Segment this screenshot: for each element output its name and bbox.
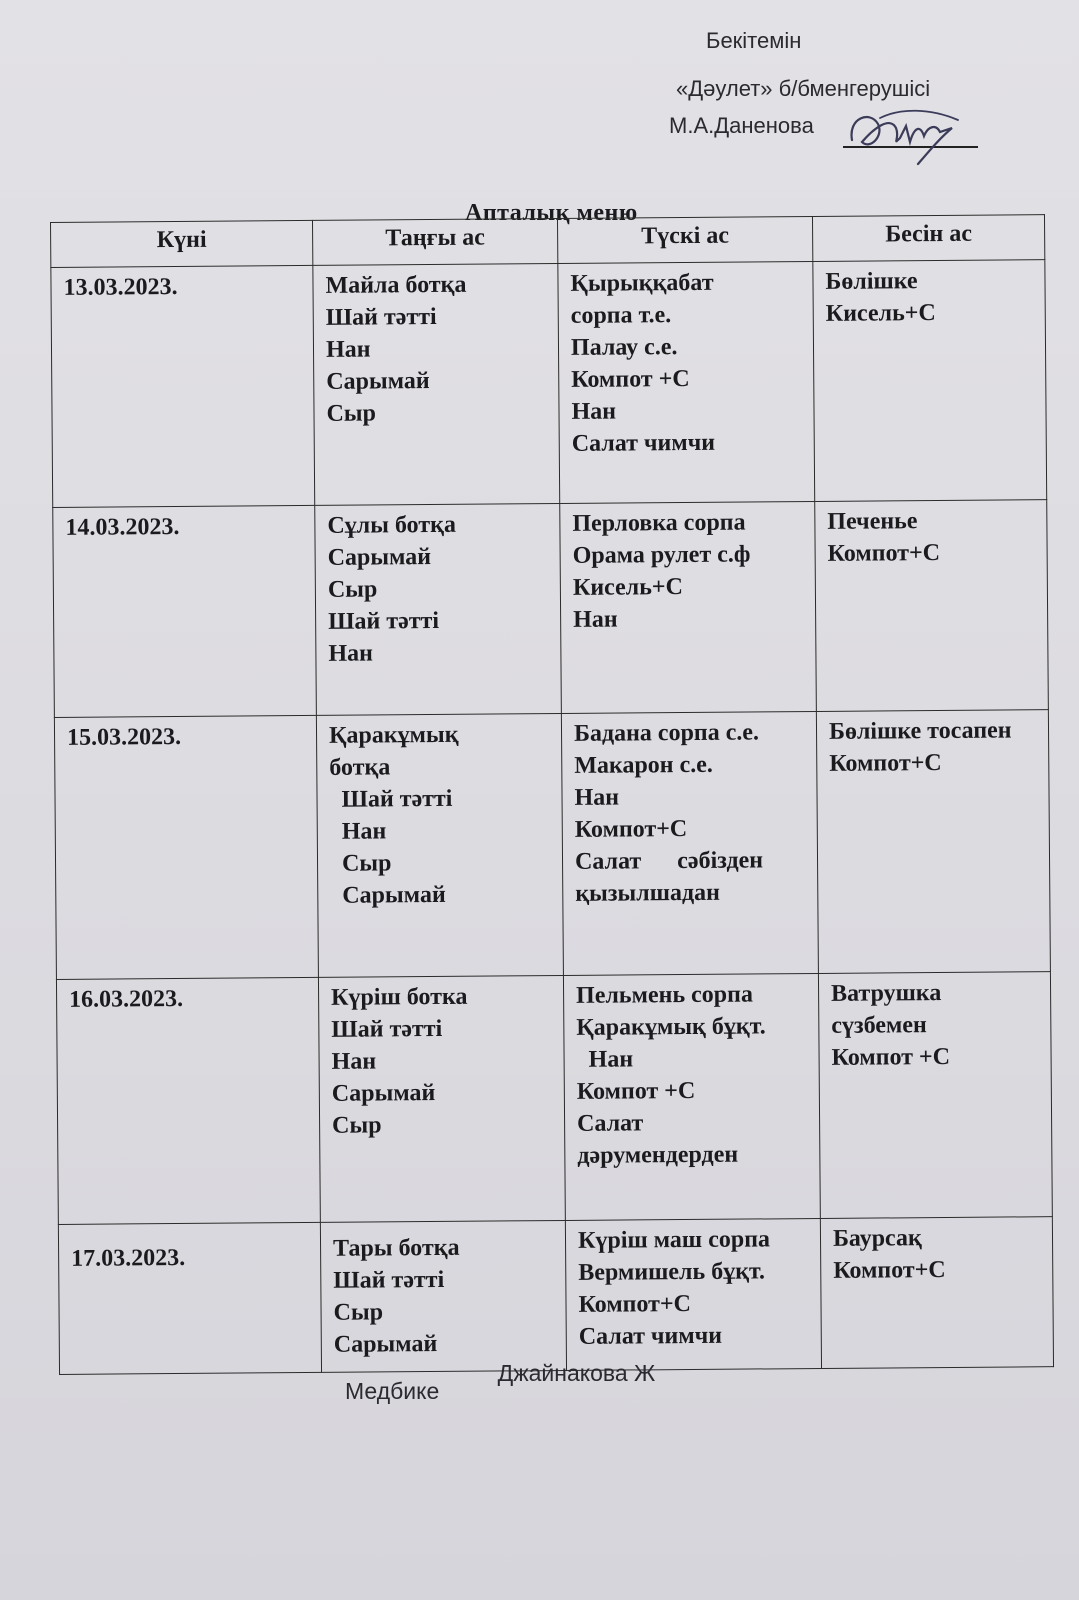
menu-item: Перловка сорпа — [572, 509, 746, 537]
menu-item: Сарымай — [326, 368, 430, 395]
menu-item: Нан — [325, 336, 371, 363]
date-cell: 17.03.2023. — [58, 1222, 321, 1374]
menu-item: Сыр — [332, 1112, 382, 1139]
menu-item: Ватрушка — [830, 980, 942, 1007]
menu-item: Салат чимчи — [571, 429, 716, 457]
menu-item: Кисель+С — [825, 300, 936, 327]
menu-item: Компот+С — [574, 816, 688, 843]
menu-item: Компот +С — [831, 1043, 951, 1071]
column-header-date: Күні — [51, 220, 313, 267]
menu-item: Палау с.е. — [570, 334, 678, 361]
menu-item: Шай тәтті — [341, 785, 453, 813]
menu-item: Шай тәтті — [325, 303, 437, 331]
menu-item: Компот+С — [578, 1291, 692, 1318]
menu-item: Макарон с.е. — [574, 751, 713, 779]
menu-item: Қаракұмық бұқт. — [576, 1013, 766, 1041]
menu-item: Нан — [341, 818, 387, 845]
approval-title: Бекітемін — [706, 28, 802, 53]
menu-item: Салат — [576, 1110, 644, 1137]
menu-item: Сыр — [341, 850, 392, 877]
table-header-row — [51, 215, 1045, 268]
menu-item: Салат чимчи — [578, 1322, 723, 1350]
lunch-cell — [565, 1218, 821, 1370]
menu-item: Пельмень сорпа — [575, 981, 754, 1009]
snack-cell — [813, 260, 1047, 502]
column-header-breakfast: Таңғы ас — [312, 219, 557, 266]
menu-item: Бөлішке тосапен — [828, 717, 1012, 745]
menu-item: Күріш ботка — [330, 983, 468, 1011]
menu-item: Тары ботқа — [332, 1234, 460, 1262]
menu-item: Күріш маш сорпа — [577, 1226, 771, 1254]
menu-item: сүзбемен — [831, 1012, 927, 1039]
menu-item: қызылшадан — [575, 879, 721, 907]
menu-item: Шай тәтті — [333, 1266, 445, 1294]
lunch-cell — [558, 262, 815, 504]
lunch-cell — [561, 711, 818, 975]
menu-item: Майла ботқа — [325, 271, 467, 299]
date-cell: 15.03.2023. — [54, 715, 318, 979]
menu-item: дәрумендерден — [577, 1141, 739, 1169]
menu-item: Сыр — [333, 1299, 384, 1326]
menu-item: Компот +С — [571, 365, 690, 393]
lunch-cell — [563, 973, 820, 1220]
menu-item: Компот+С — [829, 750, 942, 777]
nurse-role: Медбике — [345, 1378, 440, 1404]
menu-item: Сарымай — [333, 1330, 438, 1358]
menu-item: Сарымай — [342, 881, 446, 909]
menu-item: Компот+С — [833, 1256, 946, 1284]
menu-item: Шай тәтті — [331, 1015, 443, 1043]
menu-item: Вермишель бұқт. — [578, 1258, 766, 1286]
menu-item: Баурсақ — [832, 1225, 922, 1252]
menu-item: Кисель+С — [572, 574, 683, 601]
approver-name: М.А.Даненова — [669, 113, 814, 138]
menu-item: Нан — [331, 1048, 377, 1075]
date-cell: 16.03.2023. — [56, 977, 320, 1224]
column-header-snack: Бесін ас — [812, 215, 1044, 262]
breakfast-cell — [318, 975, 565, 1222]
menu-item: Бөлішке — [825, 268, 918, 295]
snack-cell — [818, 972, 1052, 1219]
breakfast-cell — [313, 264, 560, 506]
breakfast-cell — [320, 1220, 566, 1372]
menu-item: сорпа т.е. — [570, 302, 672, 329]
breakfast-cell — [315, 504, 562, 716]
page-title: Апталық меню — [465, 200, 638, 226]
menu-item: ботқа — [329, 754, 391, 781]
menu-item: Қаракұмық — [328, 721, 459, 749]
menu-item: Компот +С — [576, 1077, 696, 1105]
menu-table-wrapper — [50, 214, 1053, 1392]
menu-item: Сарымай — [327, 544, 432, 571]
column-header-lunch: Түскі ас — [557, 217, 812, 264]
menu-item: Орама рулет с.ф — [572, 541, 751, 569]
menu-item: Сұлы ботқа — [327, 511, 457, 539]
table-row — [53, 500, 1049, 718]
menu-item: Нан — [328, 640, 374, 667]
menu-item: Нан — [573, 606, 618, 633]
menu-item: Сарымай — [331, 1080, 436, 1107]
footer-signoff — [345, 1360, 656, 1405]
breakfast-cell — [316, 713, 563, 977]
table-row — [56, 972, 1052, 1225]
menu-item: Нан — [571, 398, 617, 425]
table-row — [58, 1217, 1053, 1375]
menu-item: Бадана сорпа с.е. — [573, 719, 760, 747]
menu-item: Сыр — [326, 400, 377, 427]
signature-icon — [840, 98, 980, 168]
snack-cell — [815, 500, 1049, 712]
menu-item: Қырыққабат — [570, 269, 714, 297]
menu-item: Шай тәтті — [328, 607, 440, 635]
date-cell: 13.03.2023. — [51, 265, 315, 507]
approval-block — [0, 0, 1079, 170]
menu-item: Нан — [574, 784, 620, 811]
menu-table — [50, 214, 1054, 1375]
menu-item: Салат сәбізден — [574, 847, 764, 875]
snack-cell — [816, 710, 1050, 974]
table-row — [54, 710, 1050, 980]
approval-organization: «Дәулет» б/бменгерушісі — [676, 76, 931, 101]
menu-item: Печенье — [827, 508, 918, 535]
date-cell: 14.03.2023. — [53, 505, 317, 717]
menu-item: Сыр — [327, 576, 378, 603]
menu-item: Нан — [588, 1046, 634, 1073]
nurse-name: Джайнакова Ж — [497, 1360, 656, 1386]
table-row — [51, 260, 1047, 508]
lunch-cell — [560, 502, 817, 714]
snack-cell — [820, 1217, 1053, 1369]
menu-item: Компот+С — [827, 540, 941, 567]
